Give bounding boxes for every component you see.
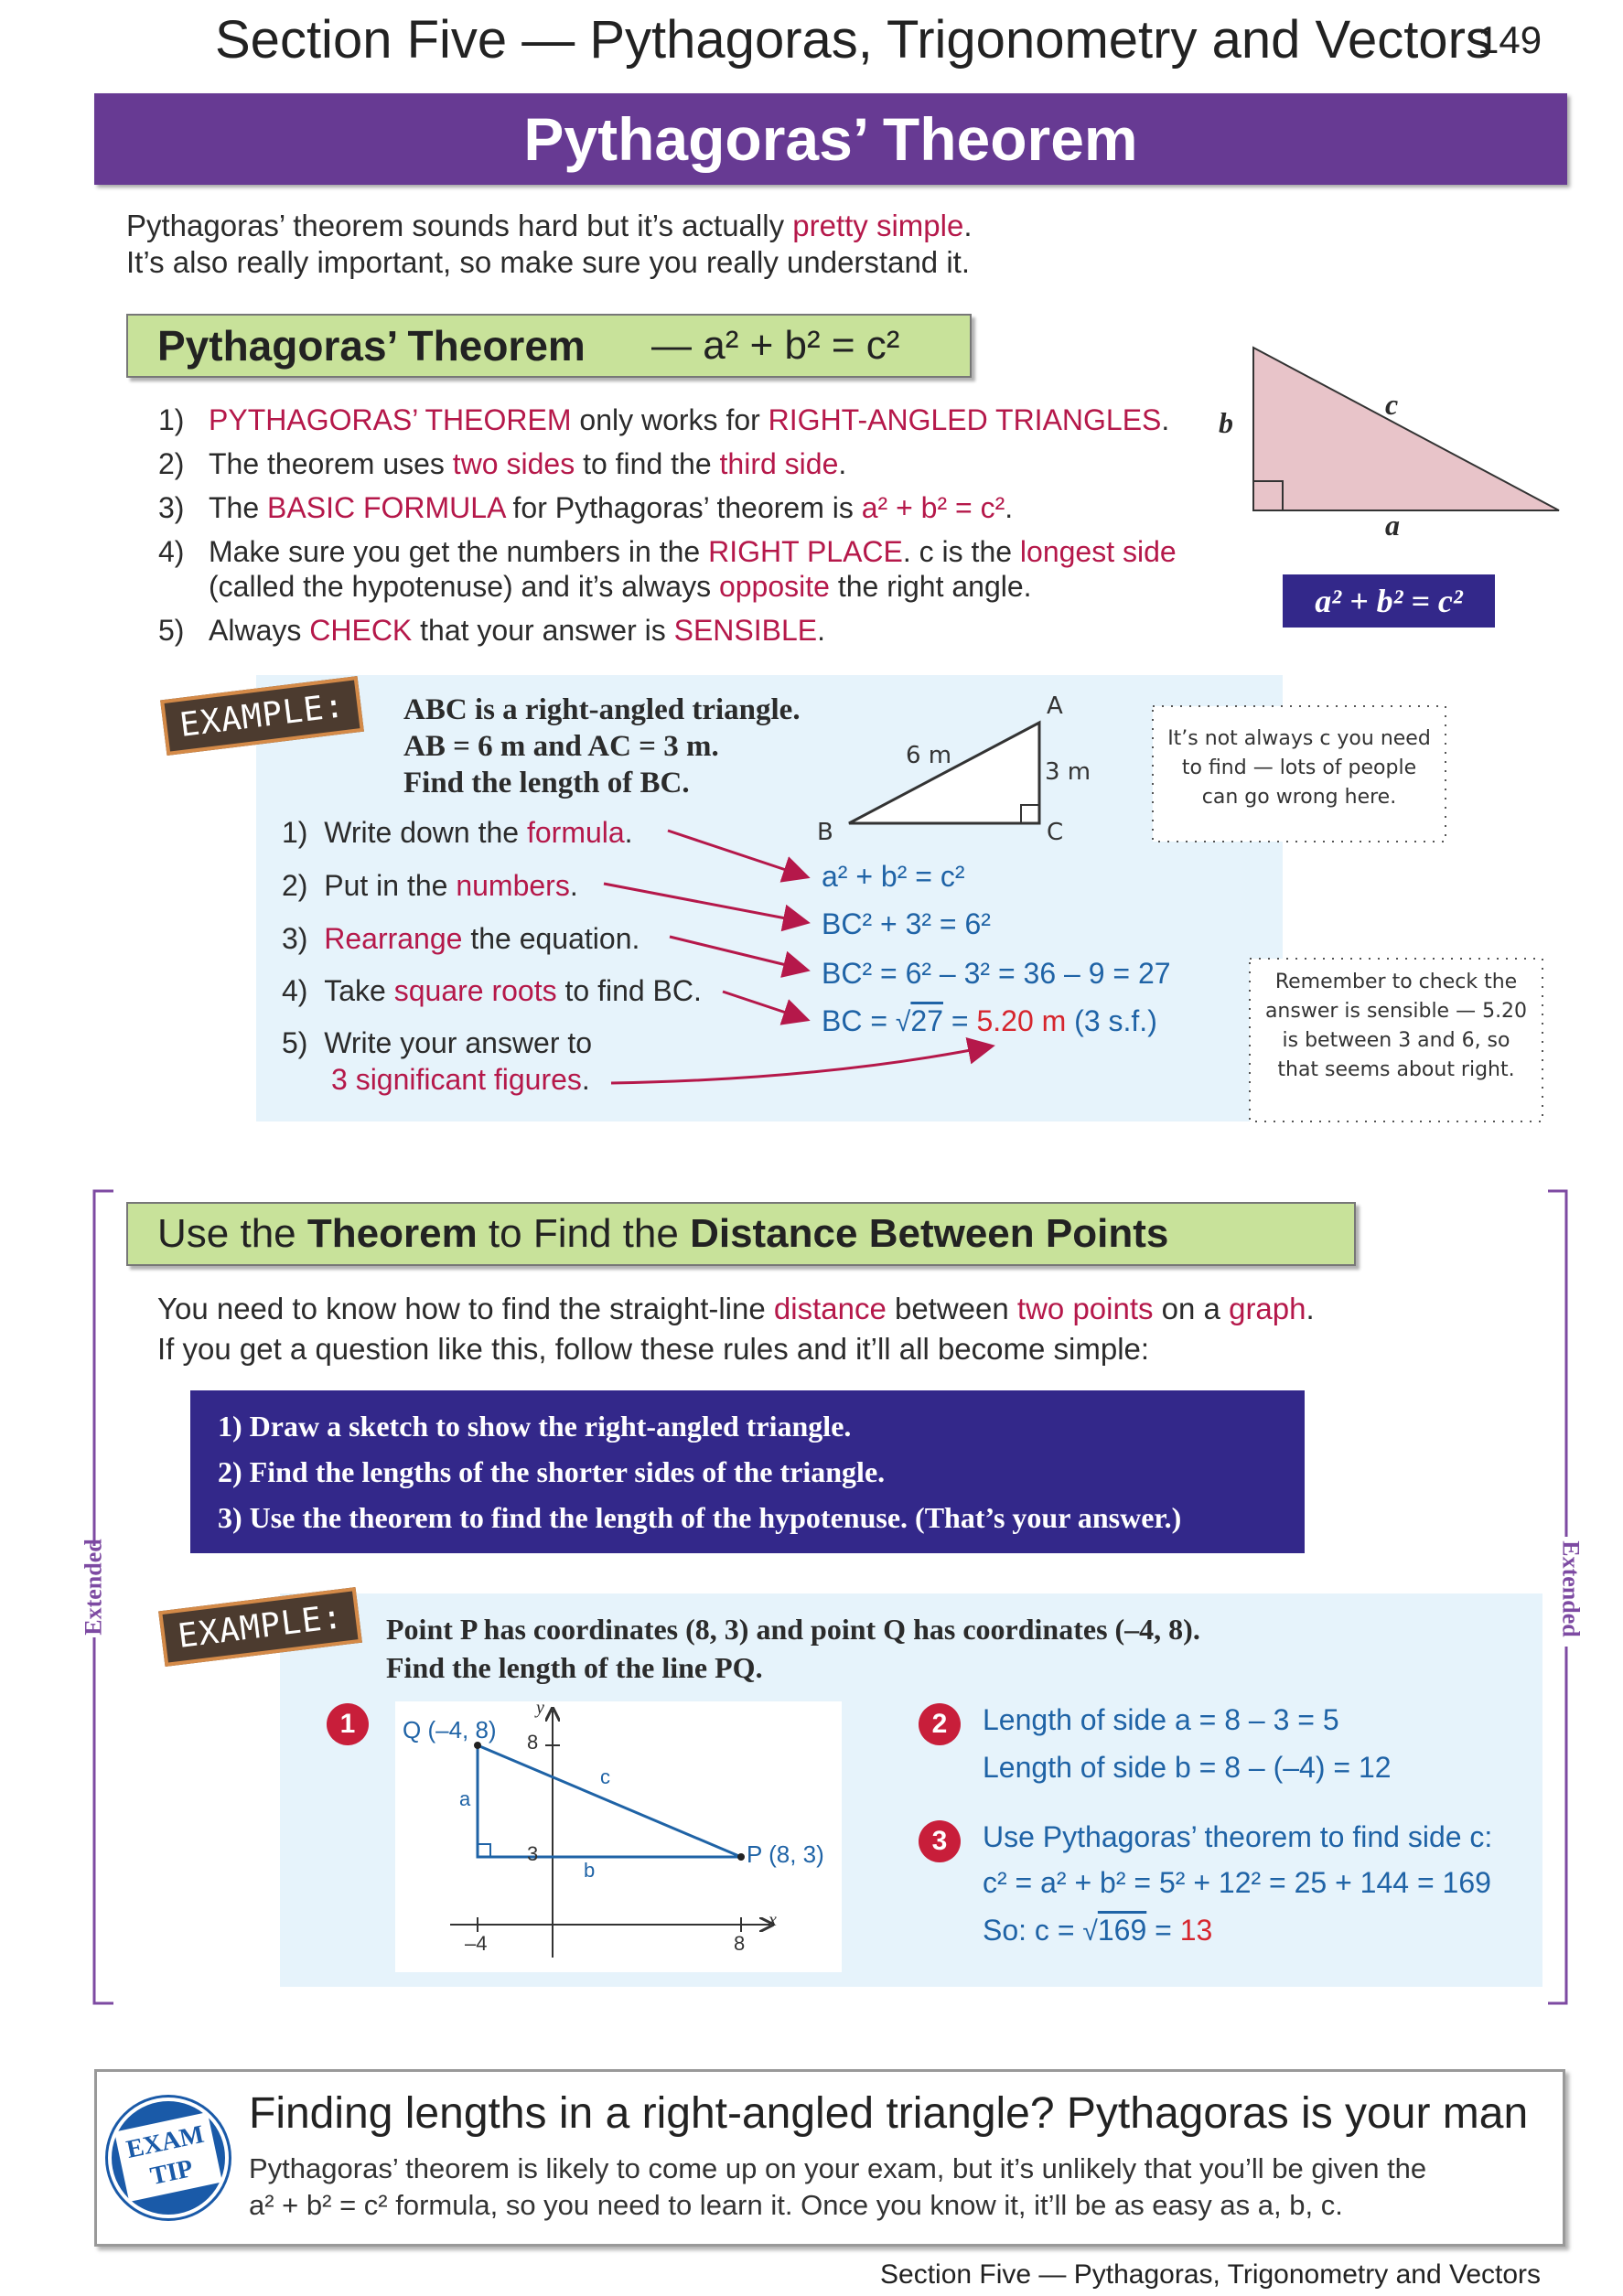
step-text: . [569, 869, 578, 902]
theorem-rule [158, 486, 1220, 530]
final-sf: (3 s.f.) [1066, 1004, 1157, 1037]
x-axis-label: x [769, 1910, 777, 1930]
formula-box: a² + b² = c² [1283, 574, 1495, 628]
step3-line-2: c² = a² + b² = 5² + 12² = 25 + 144 = 169 [983, 1866, 1491, 1899]
step-text: Write your answer to [324, 1026, 593, 1059]
title-bar [94, 93, 1567, 185]
rule-highlight: SENSIBLE [673, 614, 818, 647]
step-highlight: 3 significant figures [331, 1063, 582, 1096]
note-line: Remember to check the [1274, 971, 1518, 993]
step3-line-1: Use Pythagoras’ theorem to find side c: [983, 1820, 1493, 1853]
step-text: Put in the [324, 869, 457, 902]
calc-line-4: BC = √27 = 5.20 m (3 s.f.) [822, 1004, 1157, 1037]
heading-part: Theorem [306, 1211, 478, 1256]
step-num: 2) [282, 869, 308, 902]
rule-text: (called the hypotenuse) and it’s always [209, 570, 719, 603]
example1-step-4 [282, 972, 702, 1009]
distance-rule-1: 1) Draw a sketch to show the right-angled triangle. [218, 1410, 852, 1443]
rule-text: the right angle. [829, 570, 1032, 603]
rule-num: 1) [158, 403, 185, 436]
badge-line: TIP [147, 2154, 196, 2192]
distance-rule-3: 3) Use the theorem to find the length of the hypotenuse. (That’s your answer.) [218, 1501, 1182, 1534]
step-num: 3) [282, 922, 308, 955]
rule-text: The theorem uses [209, 447, 453, 480]
theorem-rule [158, 398, 1220, 442]
step-highlight: Rearrange [324, 922, 463, 955]
exam-tip-badge-text [114, 2112, 222, 2202]
rule-text: that your answer is [412, 614, 674, 647]
triangle-pq [478, 1745, 741, 1857]
example2-question [386, 1610, 1200, 1687]
distance-heading-text [157, 1211, 1168, 1257]
step-highlight: formula [526, 816, 625, 849]
side-b-label: b [1219, 406, 1233, 439]
point-p [737, 1853, 745, 1861]
calc-line-2: BC² + 3² = 6² [822, 907, 991, 940]
step-num: 4) [282, 974, 308, 1007]
note-2 [1252, 968, 1541, 1085]
step-text: . [581, 1063, 590, 1096]
note-line: can go wrong here. [1201, 786, 1397, 809]
extended-label-left: Extended [80, 1539, 107, 1636]
example1-step-3 [282, 920, 640, 957]
intro-text: between [886, 1292, 1017, 1325]
intro-period: . [963, 209, 973, 242]
rule-highlight: BASIC FORMULA [267, 491, 505, 524]
vertex-a-label: A [1047, 692, 1063, 720]
intro-highlight: two points [1016, 1292, 1154, 1325]
note-line: that seems about right. [1277, 1058, 1515, 1081]
side-c-label: c [600, 1765, 610, 1788]
final-prefix: BC = [822, 1004, 896, 1037]
example1-step-5 [282, 1025, 592, 1098]
theorem-rule [158, 442, 1220, 486]
rule-highlight: PYTHAGORAS’ THEOREM [209, 403, 572, 436]
rule-highlight: a² + b² = c² [861, 491, 1005, 524]
theorem-rule [158, 564, 1220, 608]
step-num: 5) [282, 1026, 308, 1059]
rule-highlight: opposite [718, 570, 830, 603]
step2-line-2: Length of side b = 8 – (–4) = 12 [983, 1751, 1392, 1784]
step-num: 1) [282, 816, 308, 849]
intro-highlight: distance [773, 1292, 887, 1325]
rule-num: 5) [158, 614, 185, 647]
exam-tip-headline: Finding lengths in a right-angled triangle? Pythagoras is your man [249, 2089, 1529, 2138]
distance-rule-2: 2) Find the lengths of the shorter sides of the triangle. [218, 1455, 886, 1488]
vertex-b-label: B [817, 819, 833, 846]
final-eq: = [942, 1004, 977, 1037]
rule-text: for Pythagoras’ theorem is [504, 491, 862, 524]
theorem-heading-title: Pythagoras’ Theorem [157, 322, 586, 370]
intro-text: on a [1153, 1292, 1230, 1325]
step-text: the equation. [462, 922, 640, 955]
theorem-heading [126, 314, 972, 378]
step-highlight: numbers [456, 869, 570, 902]
triangle-abc [849, 723, 1039, 823]
theorem-rule [158, 608, 1220, 652]
distance-heading [126, 1202, 1356, 1266]
rule-text: to find the [575, 447, 720, 480]
so-root: 169 [1097, 1914, 1147, 1947]
heading-part: Use the [157, 1211, 307, 1256]
step-badge-2: 2 [919, 1703, 961, 1745]
rule-text: The [209, 491, 268, 524]
step-text: Take [324, 974, 394, 1007]
side-ab-label: 6 m [906, 742, 952, 769]
example1-question [403, 692, 801, 801]
note-line: is between 3 and 6, so [1282, 1029, 1510, 1052]
side-a-label: a [1385, 509, 1400, 542]
badge-line: EXAM [124, 2119, 207, 2164]
rule-text: . [838, 447, 847, 480]
calc-line-1: a² + b² = c² [822, 860, 965, 893]
rule-text: . [1005, 491, 1014, 524]
so-prefix: So: c = [983, 1914, 1083, 1947]
step-text: . [624, 816, 633, 849]
question-line: Find the length of the line PQ. [386, 1651, 763, 1684]
side-b-label: b [584, 1859, 596, 1882]
rule-text: only works for [571, 403, 769, 436]
example1-step-1 [282, 814, 633, 851]
step-badge-3: 3 [919, 1820, 961, 1862]
side-a-label: a [459, 1787, 471, 1810]
question-line: ABC is a right-angled triangle. [403, 693, 801, 726]
final-answer: 5.20 m [976, 1004, 1067, 1037]
rule-highlight: RIGHT PLACE [708, 535, 903, 568]
distance-intro-1 [157, 1292, 1315, 1326]
extended-label-right: Extended [1557, 1540, 1585, 1637]
exam-tip-body-1: Pythagoras’ theorem is likely to come up on your exam, but it’s unlikely that you’ll be given the [249, 2152, 1427, 2184]
x-tick-m4: –4 [465, 1932, 488, 1955]
so-answer: 13 [1179, 1914, 1213, 1947]
heading-part: to Find the [477, 1211, 691, 1256]
note-line: answer is sensible — 5.20 [1264, 1000, 1528, 1023]
exam-tip-box [94, 2069, 1565, 2247]
rule-highlight: RIGHT-ANGLED TRIANGLES [768, 403, 1162, 436]
step3-line-3: So: c = √169 = 13 [983, 1914, 1213, 1947]
step-text: to find BC. [556, 974, 702, 1007]
rule-num: 2) [158, 447, 185, 480]
intro-highlight: pretty simple [792, 209, 964, 242]
right-angle-mark [478, 1844, 490, 1857]
intro-text: . [1306, 1292, 1315, 1325]
p-label: P (8, 3) [747, 1840, 824, 1868]
section-header: Section Five — Pythagoras, Trigonometry and Vectors [215, 10, 1492, 70]
theorem-heading-formula: — a² + b² = c² [651, 323, 900, 368]
side-c-label: c [1385, 388, 1399, 421]
rule-text: Always [209, 614, 310, 647]
question-line: Point P has coordinates (8, 3) and point Q has coordinates (–4, 8). [386, 1613, 1200, 1646]
y-tick-8: 8 [527, 1731, 539, 1754]
exam-tip-badge [108, 2098, 229, 2218]
q-label: Q (–4, 8) [403, 1716, 497, 1743]
x-tick-8: 8 [734, 1932, 746, 1955]
heading-part: Distance Between Points [690, 1211, 1169, 1256]
question-line: AB = 6 m and AC = 3 m. [403, 730, 719, 763]
calc-line-3: BC² = 6² – 3² = 36 – 9 = 27 [822, 957, 1171, 990]
note-1 [1155, 724, 1444, 812]
side-ac-label: 3 m [1045, 758, 1091, 786]
triangle-shape [1253, 348, 1559, 510]
exam-tip-body-2: a² + b² = c² formula, so you need to learn it. Once you know it, it’ll be as easy as a, b, c. [249, 2189, 1343, 2221]
rule-highlight: CHECK [309, 614, 413, 647]
theorem-rules-list [158, 398, 1220, 652]
question-line: Find the length of BC. [403, 767, 690, 799]
intro-line-2: It’s also really important, so make sure you really understand it. [126, 245, 970, 279]
step2-line-1: Length of side a = 8 – 3 = 5 [983, 1703, 1339, 1736]
final-root: 27 [910, 1004, 943, 1037]
right-angle-mark [1253, 481, 1283, 510]
page-footer: Section Five — Pythagoras, Trigonometry and Vectors [880, 2259, 1542, 2290]
step-highlight: square roots [393, 974, 557, 1007]
example2-badge: EXAMPLE: [158, 1587, 362, 1667]
rule-text: Make sure you get the numbers in the [209, 535, 709, 568]
example1-badge: EXAMPLE: [160, 676, 364, 756]
note-line: to find — lots of people [1181, 756, 1417, 779]
distance-intro-2: If you get a question like this, follow these rules and it’ll all become simple: [157, 1332, 1150, 1366]
step-badge-1: 1 [327, 1703, 369, 1745]
y-tick-3: 3 [527, 1842, 539, 1865]
intro-text: Pythagoras’ theorem sounds hard but it’s actually [126, 209, 793, 242]
rule-num: 4) [158, 535, 185, 568]
step-text: Write down the [324, 816, 527, 849]
vertex-c-label: C [1047, 819, 1064, 846]
page-title: Pythagoras’ Theorem [523, 105, 1138, 173]
rule-highlight: two sides [452, 447, 575, 480]
y-axis-label: y [536, 1698, 544, 1718]
rule-num: 3) [158, 491, 185, 524]
distance-rules-box [190, 1390, 1305, 1553]
page-number: 149 [1478, 18, 1542, 61]
rule-text: . [817, 614, 826, 647]
intro-text: You need to know how to find the straight-line [157, 1292, 774, 1325]
rule-text: . c is the [902, 535, 1020, 568]
rule-highlight: third side [719, 447, 839, 480]
intro-highlight: graph [1229, 1292, 1306, 1325]
so-eq: = [1146, 1914, 1180, 1947]
intro-line-1 [126, 209, 972, 243]
example1-step-2 [282, 867, 578, 904]
rule-highlight: longest side [1019, 535, 1177, 568]
note-line: It’s not always c you need [1167, 727, 1431, 750]
rule-text: . [1161, 403, 1170, 436]
